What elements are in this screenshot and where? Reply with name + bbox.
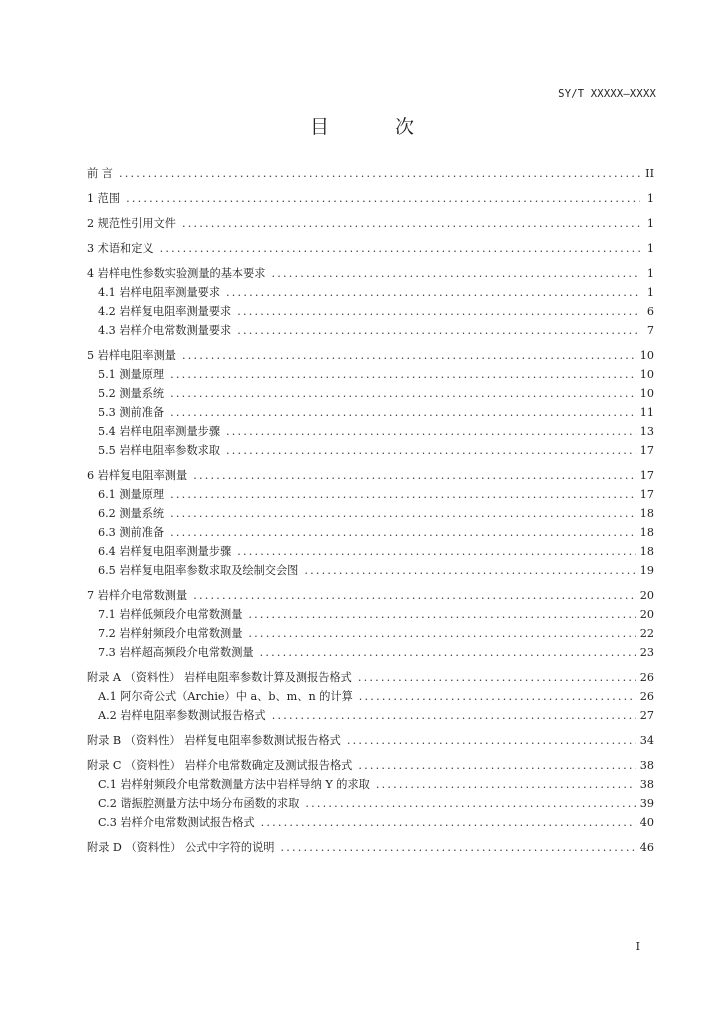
toc-entry[interactable] [87,731,654,750]
toc-entry-page: 26 [639,690,654,703]
toc-leader-dots [193,466,636,485]
toc-entry-page: 27 [639,709,654,722]
toc-entry-label: 5 岩样电阻率测量 [87,349,176,362]
toc-leader-dots [182,214,640,233]
toc-entry-page: 20 [639,608,654,621]
toc-entry[interactable] [87,239,654,258]
toc-entry[interactable] [87,668,654,687]
toc-leader-dots [119,164,640,183]
toc-entry-page: 1 [646,267,654,280]
toc-entry-page: II [645,167,654,180]
table-of-contents [87,164,654,857]
toc-entry-page: 40 [639,816,654,829]
toc-entry-label: 附录 A （资料性） 岩样电阻率参数计算及测报告格式 [87,671,352,684]
toc-leader-dots [126,189,640,208]
toc-entry[interactable] [87,214,654,233]
toc-entry-label: C.3 岩样介电常数测试报告格式 [98,816,255,829]
toc-entry-page: 10 [639,368,654,381]
toc-entry-label: 1 范围 [87,192,121,205]
toc-entry-label: 附录 C （资料性） 岩样介电常数确定及测试报告格式 [87,759,353,772]
toc-leader-dots [248,605,635,624]
toc-leader-dots [347,731,636,750]
toc-entry-label: 5.5 岩样电阻率参数求取 [98,444,221,457]
toc-entry-label: 7.1 岩样低频段介电常数测量 [98,608,243,621]
toc-leader-dots [280,838,635,857]
toc-entry[interactable] [87,283,654,302]
toc-entry-label: 5.2 测量系统 [98,387,165,400]
toc-entry-label: 4.1 岩样电阻率测量要求 [98,286,221,299]
toc-leader-dots [272,264,641,283]
toc-entry[interactable] [87,687,654,706]
toc-leader-dots [226,283,640,302]
toc-entry[interactable] [87,794,654,813]
toc-leader-dots [272,706,636,725]
toc-entry-page: 11 [639,406,654,419]
page-number: I [635,940,640,953]
toc-entry-label: 4.2 岩样复电阻率测量要求 [98,305,232,318]
toc-entry-label: 6.5 岩样复电阻率参数求取及绘制交会图 [98,564,299,577]
toc-entry-label: 6.4 岩样复电阻率测量步骤 [98,545,232,558]
toc-leader-dots [248,624,635,643]
toc-entry[interactable] [87,542,654,561]
toc-entry-page: 18 [639,526,654,539]
toc-entry-page: 13 [639,425,654,438]
toc-leader-dots [358,756,635,775]
toc-entry[interactable] [87,504,654,523]
toc-entry-page: 1 [646,192,654,205]
standard-code: SY/T XXXXX—XXXX [558,88,656,100]
toc-entry-page: 17 [639,444,654,457]
toc-entry[interactable] [87,365,654,384]
toc-entry-label: 附录 B （资料性） 岩样复电阻率参数测试报告格式 [87,734,341,747]
toc-entry[interactable] [87,643,654,662]
toc-entry-label: 4.3 岩样介电常数测量要求 [98,324,232,337]
toc-leader-dots [237,302,640,321]
toc-leader-dots [170,403,636,422]
toc-entry[interactable] [87,813,654,832]
toc-entry-label: 5.3 测前准备 [98,406,165,419]
toc-entry-page: 6 [646,305,654,318]
toc-entry[interactable] [87,775,654,794]
toc-entry-label: 3 术语和定义 [87,242,154,255]
toc-entry-page: 1 [646,217,654,230]
toc-entry-page: 39 [639,797,654,810]
toc-entry[interactable] [87,384,654,403]
toc-entry-page: 7 [646,324,654,337]
toc-entry-page: 34 [639,734,654,747]
toc-entry-label: A.1 阿尔奇公式（Archie）中 a、b、m、n 的计算 [98,690,353,703]
toc-entry-label: 前 言 [87,167,113,180]
toc-leader-dots [304,561,635,580]
toc-entry[interactable] [87,523,654,542]
toc-leader-dots [226,422,636,441]
toc-entry-label: C.1 岩样射频段介电常数测量方法中岩样导纳 Y 的求取 [98,778,370,791]
toc-entry-page: 10 [639,349,654,362]
toc-leader-dots [226,441,636,460]
toc-leader-dots [305,794,635,813]
toc-leader-dots [193,586,636,605]
toc-leader-dots [170,523,636,542]
toc-leader-dots [170,485,636,504]
toc-entry-page: 1 [646,242,654,255]
toc-entry[interactable] [87,466,654,485]
toc-entry[interactable] [87,422,654,441]
toc-leader-dots [160,239,640,258]
toc-entry-page: 19 [639,564,654,577]
toc-leader-dots [170,384,636,403]
toc-entry-label: A.2 岩样电阻率参数测试报告格式 [98,709,266,722]
toc-entry[interactable] [87,605,654,624]
toc-entry[interactable] [87,189,654,208]
toc-entry-label: 6.3 测前准备 [98,526,165,539]
toc-entry[interactable] [87,403,654,422]
toc-leader-dots [237,542,636,561]
toc-entry-page: 46 [639,841,654,854]
toc-leader-dots [170,504,636,523]
toc-entry-label: 5.1 测量原理 [98,368,165,381]
toc-entry-label: 7.2 岩样射频段介电常数测量 [98,627,243,640]
toc-leader-dots [376,775,636,794]
toc-entry-page: 18 [639,507,654,520]
toc-leader-dots [358,668,636,687]
page-title: 目 次 [309,116,445,138]
toc-entry[interactable] [87,706,654,725]
toc-entry-page: 38 [639,778,654,791]
toc-entry-page: 20 [639,589,654,602]
toc-entry[interactable] [87,441,654,460]
toc-leader-dots [260,643,636,662]
toc-entry-page: 26 [639,671,654,684]
toc-entry[interactable] [87,302,654,321]
toc-entry-label: 附录 D （资料性） 公式中字符的说明 [87,841,275,854]
toc-entry[interactable] [87,561,654,580]
toc-entry-label: C.2 谐振腔测量方法中场分布函数的求取 [98,797,300,810]
toc-entry[interactable] [87,164,654,183]
toc-entry-label: 6.2 测量系统 [98,507,165,520]
toc-entry-label: 5.4 岩样电阻率测量步骤 [98,425,221,438]
toc-entry[interactable] [87,624,654,643]
toc-entry-page: 38 [639,759,654,772]
toc-entry-page: 10 [639,387,654,400]
toc-entry-label: 2 规范性引用文件 [87,217,176,230]
toc-leader-dots [261,813,636,832]
toc-leader-dots [237,321,640,340]
toc-entry[interactable] [87,264,654,283]
toc-entry[interactable] [87,485,654,504]
toc-leader-dots [182,346,636,365]
toc-entry[interactable] [87,346,654,365]
toc-entry-label: 7 岩样介电常数测量 [87,589,188,602]
toc-entry[interactable] [87,321,654,340]
toc-entry-page: 17 [639,469,654,482]
toc-entry-page: 17 [639,488,654,501]
toc-entry-label: 7.3 岩样超高频段介电常数测量 [98,646,254,659]
toc-entry[interactable] [87,756,654,775]
toc-entry-page: 22 [639,627,654,640]
toc-entry[interactable] [87,838,654,857]
toc-entry[interactable] [87,586,654,605]
toc-entry-page: 18 [639,545,654,558]
toc-entry-label: 4 岩样电性参数实验测量的基本要求 [87,267,266,280]
toc-leader-dots [170,365,636,384]
toc-entry-page: 23 [639,646,654,659]
toc-entry-label: 6.1 测量原理 [98,488,165,501]
toc-leader-dots [359,687,636,706]
toc-entry-label: 6 岩样复电阻率测量 [87,469,188,482]
toc-entry-page: 1 [646,286,654,299]
